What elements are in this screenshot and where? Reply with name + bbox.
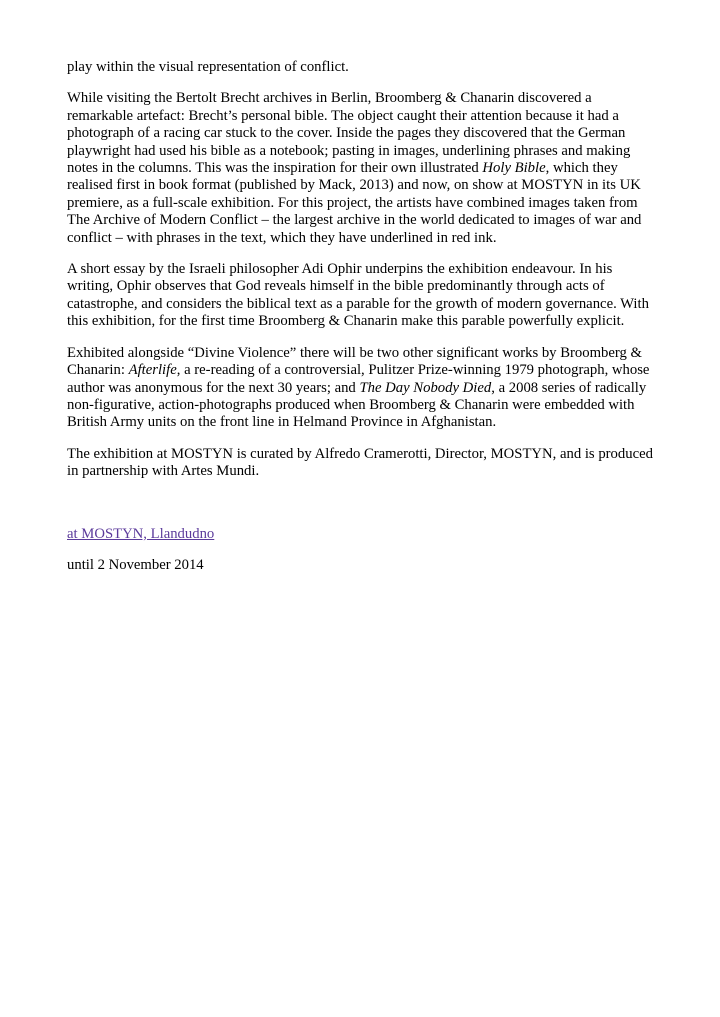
text-segment: Exhibited alongside “Divine Violence” there will be two other significant works by Broomberg & Chanarin: [67, 344, 642, 379]
text-segment: , a 2008 series of radically non-figurative, action-photographs produced when Broomberg & Chanarin were embedded with British Army units on the front line in Helmand Province in Afghanistan. [67, 379, 647, 431]
text-segment: play within the visual representation of conflict. [67, 59, 349, 75]
text-segment: The exhibition at MOSTYN is curated by Alfredo Cramerotti, Director, MOSTYN, and is produced in partnership with Artes Mundi. [67, 445, 653, 480]
italic-text-segment: Afterlife [128, 362, 177, 379]
mostyn-llandudno-link[interactable]: at MOSTYN, Llandudno [67, 525, 215, 542]
italic-text-segment: The Day Nobody Died [359, 379, 492, 396]
text-segment: , which they realised first in book format (published by Mack, 2013) and now, on show at MOSTYN in its UK premiere, as a full-scale exhibition. For this project, the artists have combined images taken from The Archive of Modern Conflict – the largest archive in the world dedicated to images of war and conflict – with phrases in the text, which they have underlined in red ink. [67, 160, 642, 246]
paragraph-ophir-essay [67, 261, 658, 331]
blank-line [67, 495, 658, 512]
italic-text-segment: Holy Bible [482, 160, 546, 177]
exhibition-end-date: until 2 November 2014 [67, 557, 204, 574]
text-segment: A short essay by the Israeli philosopher Adi Ophir underpins the exhibition endeavour. In his writing, Ophir observes that God reveals himself in the bible predominantly through acts of catastrophe, and considers the biblical text as a parable for the growth of modern governance. With this exhibition, for the first time Broomberg & Chanarin make this parable powerfully explicit. [67, 261, 649, 330]
paragraph-brecht-bible [67, 90, 658, 247]
text-segment: , a re-reading of a controversial, Pulitzer Prize-winning 1979 photograph, whose author was anonymous for the next 30 years; and [67, 362, 650, 396]
link-line [67, 526, 658, 543]
text-segment: While visiting the Bertolt Brecht archives in Berlin, Broomberg & Chanarin discovered a remarkable artefact: Brecht’s personal bible. The object caught their attention because it had a photograph of a racing car stuck to the cover. Inside the pages they discovered that the German playwright had used his bible as a notebook; pasting in images, underlining phrases and making notes in the columns. This was the inspiration for their own illustrated [67, 90, 631, 177]
paragraph-other-works [67, 345, 658, 432]
paragraph-conflict-continuation [67, 59, 658, 76]
paragraph-curation-credit [67, 446, 658, 481]
